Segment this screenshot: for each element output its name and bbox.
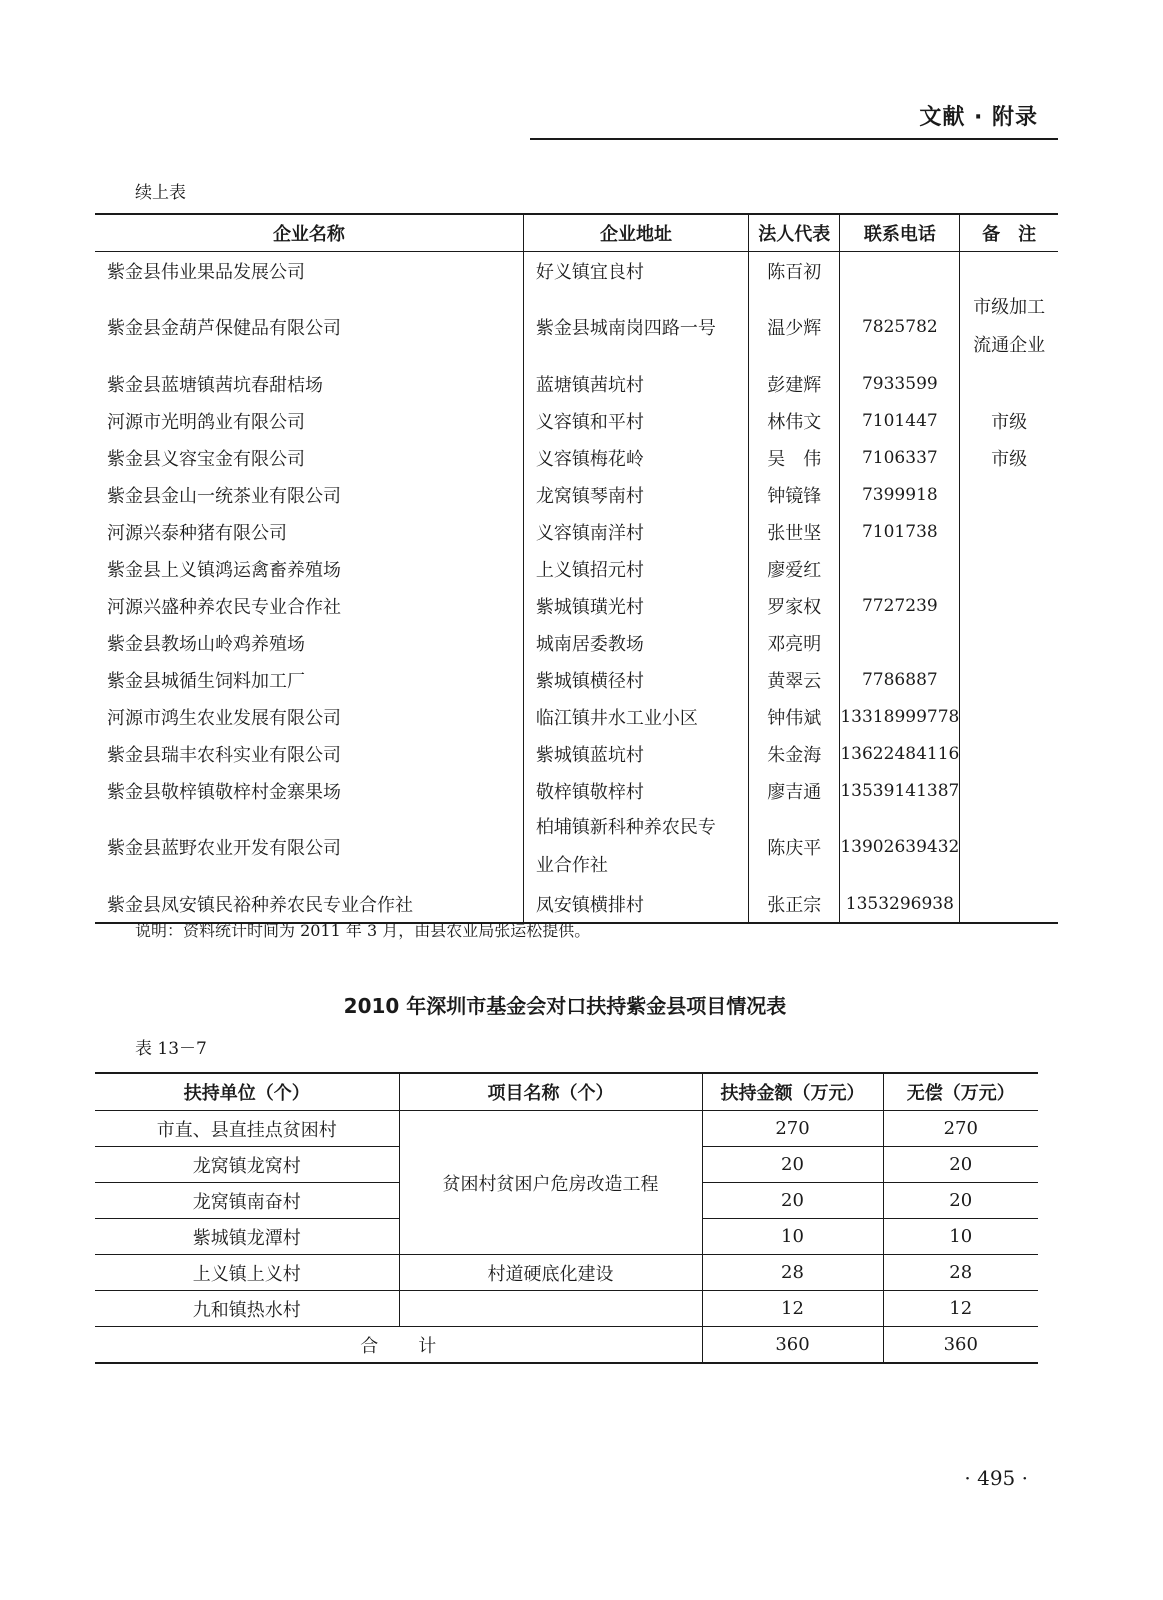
- cell-legal: 廖爱红: [749, 550, 840, 587]
- table-row: [95, 809, 1058, 885]
- cell-phone: 7933599: [840, 365, 960, 402]
- cell-free: 270: [883, 1111, 1038, 1147]
- column-header-phone: 联系电话: [840, 214, 960, 252]
- table-row: [95, 587, 1058, 624]
- cell-legal: 彭建辉: [749, 365, 840, 402]
- cell-note: [960, 289, 1058, 365]
- cell-legal: 张世坚: [749, 513, 840, 550]
- cell-amount: 20: [702, 1183, 883, 1219]
- cell-legal: 张正宗: [749, 885, 840, 923]
- cell-unit: 龙窝镇南奋村: [95, 1183, 399, 1219]
- cell-phone: 7101447: [840, 402, 960, 439]
- cell-note: [960, 624, 1058, 661]
- cell-name: 紫金县金葫芦保健品有限公司: [107, 318, 341, 339]
- cell-phone: 13902639432: [840, 809, 960, 885]
- cell-address: 敬梓镇敬梓村: [523, 772, 748, 809]
- cell-legal: 邓亮明: [749, 624, 840, 661]
- table-row: [95, 735, 1058, 772]
- cell-legal: 朱金海: [749, 735, 840, 772]
- table-footnote: 说明：资料统计时间为 2011 年 3 月，由县农业局张运松提供。: [135, 921, 591, 940]
- cell-address: 紫城镇璜光村: [523, 587, 748, 624]
- cell-name: 紫金县教场山岭鸡养殖场: [107, 633, 305, 655]
- total-row: [95, 1327, 1038, 1364]
- cell-project-group: 贫困村贫困户危房改造工程: [399, 1111, 702, 1255]
- cell-name: 河源兴盛种养农民专业合作社: [107, 596, 341, 618]
- cell-phone: 7106337: [840, 439, 960, 476]
- support-projects-table: [95, 1072, 1038, 1364]
- cell-unit: 紫城镇龙潭村: [95, 1219, 399, 1255]
- cell-unit: 九和镇热水村: [95, 1291, 399, 1327]
- cell-address: 义容镇梅花岭: [523, 439, 748, 476]
- cell-phone: 7727239: [840, 587, 960, 624]
- cell-note: [960, 476, 1058, 513]
- cell-phone: 13622484116: [840, 735, 960, 772]
- cell-legal: 温少辉: [749, 289, 840, 365]
- cell-note: [960, 809, 1058, 885]
- cell-address: 义容镇和平村: [523, 402, 748, 439]
- cell-name: 紫金县义容宝金有限公司: [107, 448, 305, 470]
- cell-legal: 林伟文: [749, 402, 840, 439]
- cell-unit: 龙窝镇龙窝村: [95, 1147, 399, 1183]
- cell-free: 12: [883, 1291, 1038, 1327]
- cell-address: 上义镇招元村: [523, 550, 748, 587]
- cell-name: 河源市光明鸽业有限公司: [107, 411, 305, 433]
- column-header-amount: 扶持金额（万元）: [702, 1073, 883, 1111]
- cell-address: 紫金县城南岗四路一号: [523, 289, 748, 365]
- cell-phone: 7399918: [840, 476, 960, 513]
- cell-address: 凤安镇横排村: [523, 885, 748, 923]
- cell-phone: 7101738: [840, 513, 960, 550]
- cell-note: [960, 365, 1058, 402]
- cell-name: 河源市鸿生农业发展有限公司: [107, 707, 341, 729]
- note-line2: 流通企业: [973, 335, 1046, 356]
- cell-phone: 7825782: [840, 289, 960, 365]
- cell-name: 紫金县金山一统茶业有限公司: [107, 485, 341, 507]
- table-row: [95, 698, 1058, 735]
- cell-address: [523, 809, 748, 885]
- header-rule: [530, 138, 1058, 140]
- cell-name: 河源兴泰种猪有限公司: [107, 522, 287, 544]
- table-row: [95, 252, 1058, 290]
- cell-address: 紫城镇横径村: [523, 661, 748, 698]
- cell-legal: 罗家权: [749, 587, 840, 624]
- cell-address: 龙窝镇琴南村: [523, 476, 748, 513]
- continuation-label: 续上表: [135, 183, 186, 203]
- address-line1: 柏埔镇新科种养农民专: [535, 817, 716, 838]
- running-header: 文献 · 附录: [919, 105, 1038, 130]
- cell-unit: 上义镇上义村: [95, 1255, 399, 1291]
- cell-name: 紫金县蓝塘镇茜坑春甜桔场: [107, 374, 323, 396]
- enterprise-table: [95, 213, 1058, 924]
- column-header-unit: 扶持单位（个）: [95, 1073, 399, 1111]
- cell-free: 10: [883, 1219, 1038, 1255]
- table-row: [95, 365, 1058, 402]
- column-header-name: 企业名称: [95, 214, 523, 252]
- cell-amount: 28: [702, 1255, 883, 1291]
- cell-legal: 钟镜锋: [749, 476, 840, 513]
- cell-amount: 12: [702, 1291, 883, 1327]
- cell-phone: [840, 252, 960, 290]
- cell-free: 20: [883, 1183, 1038, 1219]
- table-number: 表 13－7: [135, 1039, 207, 1059]
- cell-address: 好义镇宜良村: [523, 252, 748, 290]
- cell-phone: [840, 624, 960, 661]
- table-row: [95, 439, 1058, 476]
- cell-address: 临江镇井水工业小区: [523, 698, 748, 735]
- cell-phone: 13318999778: [840, 698, 960, 735]
- table-row: [95, 476, 1058, 513]
- cell-legal: 陈百初: [749, 252, 840, 290]
- total-free: 360: [883, 1327, 1038, 1364]
- cell-legal: 钟伟斌: [749, 698, 840, 735]
- cell-project: [399, 1291, 702, 1327]
- cell-address: 城南居委教场: [523, 624, 748, 661]
- column-header-legal: 法人代表: [749, 214, 840, 252]
- table-row: [95, 289, 1058, 365]
- cell-name: 紫金县蓝野农业开发有限公司: [107, 838, 341, 859]
- note-line1: 市级加工: [973, 297, 1046, 318]
- table-row: [95, 772, 1058, 809]
- cell-free: 20: [883, 1147, 1038, 1183]
- column-header-note: 备 注: [960, 214, 1058, 252]
- total-label: 合计: [360, 1335, 477, 1357]
- cell-amount: 270: [702, 1111, 883, 1147]
- table-row: [95, 1255, 1038, 1291]
- cell-address: 蓝塘镇茜坑村: [523, 365, 748, 402]
- cell-phone: 13539141387: [840, 772, 960, 809]
- cell-unit: 市直、县直挂点贫困村: [95, 1111, 399, 1147]
- cell-amount: 10: [702, 1219, 883, 1255]
- cell-legal: 吴 伟: [749, 439, 840, 476]
- cell-note: 市级: [960, 402, 1058, 439]
- cell-note: [960, 698, 1058, 735]
- page-number: · 495 ·: [964, 1466, 1028, 1490]
- total-amount: 360: [702, 1327, 883, 1364]
- cell-note: [960, 885, 1058, 923]
- cell-name: 紫金县城循生饲料加工厂: [107, 670, 305, 692]
- cell-note: [960, 550, 1058, 587]
- table-row: [95, 550, 1058, 587]
- table-row: [95, 661, 1058, 698]
- cell-amount: 20: [702, 1147, 883, 1183]
- cell-legal: 黄翠云: [749, 661, 840, 698]
- table-header-row: [95, 1073, 1038, 1111]
- cell-note: [960, 661, 1058, 698]
- table-row: [95, 402, 1058, 439]
- cell-phone: [840, 550, 960, 587]
- cell-note: [960, 735, 1058, 772]
- cell-name: 紫金县瑞丰农科实业有限公司: [107, 744, 341, 766]
- cell-name: 紫金县伟业果品发展公司: [107, 261, 305, 283]
- cell-note: [960, 772, 1058, 809]
- table-row: [95, 513, 1058, 550]
- column-header-project: 项目名称（个）: [399, 1073, 702, 1111]
- cell-free: 28: [883, 1255, 1038, 1291]
- table-title: 2010 年深圳市基金会对口扶持紫金县项目情况表: [343, 994, 787, 1018]
- address-line2: 业合作社: [535, 855, 608, 876]
- cell-note: 市级: [960, 439, 1058, 476]
- cell-note: [960, 252, 1058, 290]
- cell-name: 紫金县上义镇鸿运禽畜养殖场: [107, 559, 341, 581]
- cell-project-group: 村道硬底化建设: [399, 1255, 702, 1291]
- cell-note: [960, 587, 1058, 624]
- cell-legal: 陈庆平: [749, 809, 840, 885]
- column-header-free: 无偿（万元）: [883, 1073, 1038, 1111]
- cell-name: 紫金县凤安镇民裕种养农民专业合作社: [107, 894, 413, 916]
- cell-note: [960, 513, 1058, 550]
- table-row: [95, 1111, 1038, 1147]
- cell-address: 紫城镇蓝坑村: [523, 735, 748, 772]
- table-row: [95, 624, 1058, 661]
- cell-phone: 1353296938: [840, 885, 960, 923]
- table-row: [95, 1291, 1038, 1327]
- table-header-row: [95, 214, 1058, 252]
- cell-phone: 7786887: [840, 661, 960, 698]
- cell-name: 紫金县敬梓镇敬梓村金寨果场: [107, 781, 341, 803]
- cell-address: 义容镇南洋村: [523, 513, 748, 550]
- column-header-address: 企业地址: [523, 214, 748, 252]
- cell-legal: 廖吉通: [749, 772, 840, 809]
